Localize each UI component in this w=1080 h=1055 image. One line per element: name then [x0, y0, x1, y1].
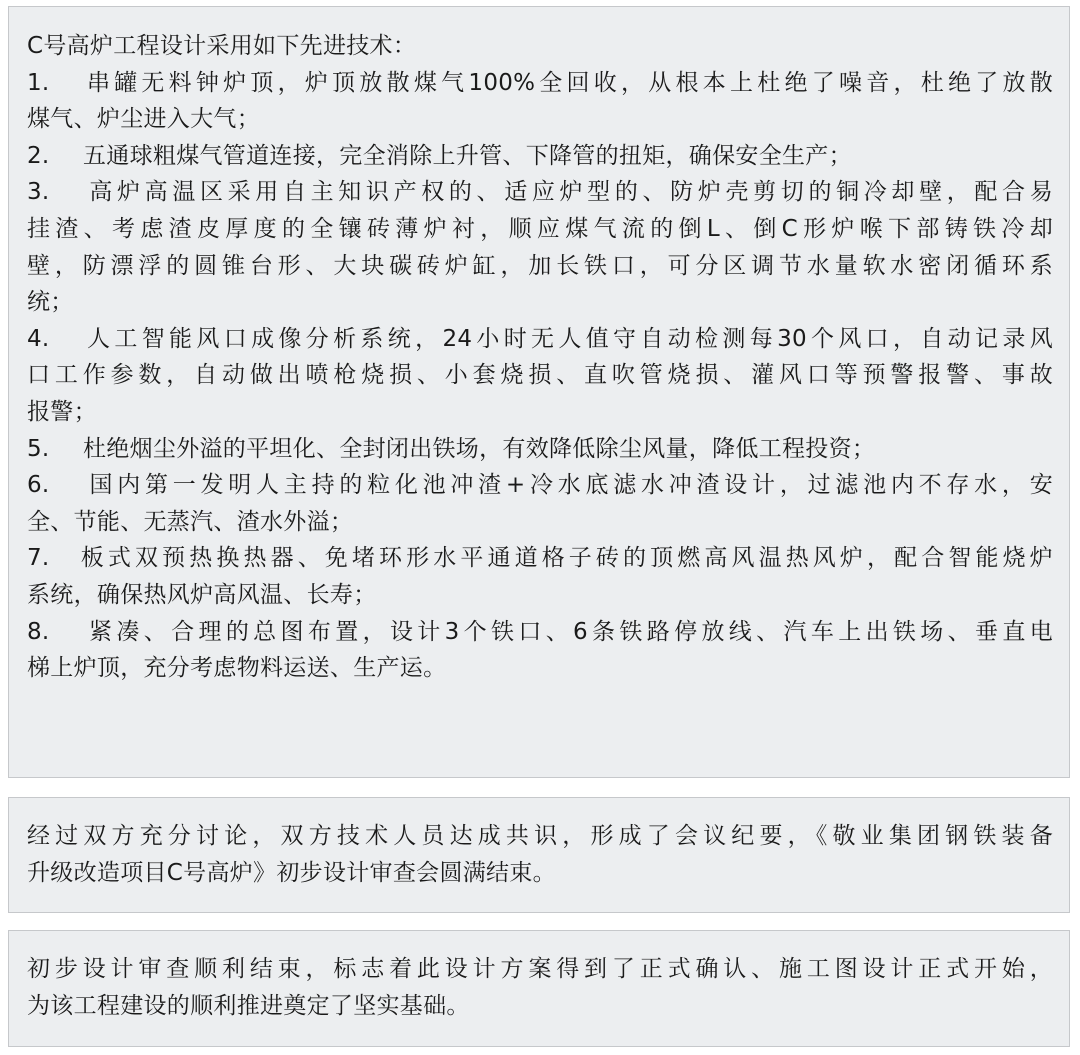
item-line: 全、节能、无蒸汽、渣水外溢； [27, 508, 354, 535]
list-item [27, 467, 1053, 540]
tech-list-title: C号高炉工程设计采用如下先进技术： [27, 33, 417, 59]
item-line: 煤气、炉尘进入大气； [27, 106, 260, 133]
list-item [27, 431, 1053, 468]
item-line: 口工作参数，自动做出喷枪烧损、小套烧损、直吹管烧损、灌风口等预警报警、事故 [27, 362, 1053, 389]
item-line: 5. 杜绝烟尘外溢的平坦化、全封闭出铁场，有效降低除尘风量，降低工程投资； [27, 431, 1053, 468]
item-line: 挂渣、考虑渣皮厚度的全镶砖薄炉衬，顺应煤气流的倒L、倒C形炉喉下部铸铁冷却 [27, 215, 1053, 242]
paragraph-line: 经过双方充分讨论，双方技术人员达成共识，形成了会议纪要，《敬业集团钢铁装备 [27, 823, 1053, 849]
item-number: 1. [27, 69, 50, 96]
list-item [27, 138, 1053, 175]
item-line: 梯上炉顶，充分考虑物料运送、生产运。 [27, 655, 447, 682]
item-number: 8. [27, 618, 50, 645]
review-conclusion-box [8, 797, 1070, 913]
item-line: 报警； [27, 398, 97, 425]
item-line: 8. 紧凑、合理的总图布置，设计3个铁口、6条铁路停放线、汽车上出铁场、垂直电 [27, 614, 1053, 651]
item-line: 4. 人工智能风口成像分析系统，24小时无人值守自动检测每30个风口，自动记录风 [27, 321, 1053, 358]
list-item [27, 614, 1053, 687]
list-item [27, 174, 1053, 320]
item-number: 2. [27, 142, 50, 169]
item-number: 6. [27, 472, 50, 499]
item-number: 5. [27, 435, 50, 462]
list-item [27, 321, 1053, 431]
tech-list-box [8, 6, 1070, 778]
item-number: 3. [27, 179, 50, 206]
item-line: 6. 国内第一发明人主持的粒化池冲渣+冷水底滤水冲渣设计，过滤池内不存水，安 [27, 467, 1053, 504]
paragraph-line: 初步设计审查顺利结束，标志着此设计方案得到了正式确认、施工图设计正式开始， [27, 956, 1053, 982]
item-line: 壁，防漂浮的圆锥台形、大块碳砖炉缸，加长铁口，可分区调节水量软水密闭循环系 [27, 252, 1053, 279]
item-line: 统； [27, 289, 74, 316]
item-number: 7. [27, 545, 50, 572]
list-item [27, 540, 1053, 613]
list-item [27, 65, 1053, 138]
item-line: 2. 五通球粗煤气管道连接，完全消除上升管、下降管的扭矩，确保安全生产； [27, 138, 1053, 175]
item-number: 4. [27, 325, 50, 352]
item-line: 1. 串罐无料钟炉顶，炉顶放散煤气100%全回收，从根本上杜绝了噪音，杜绝了放散 [27, 65, 1053, 102]
paragraph-line: 为该工程建设的顺利推进奠定了坚实基础。 [27, 992, 470, 1019]
paragraph-line: 升级改造项目C号高炉》初步设计审查会圆满结束。 [27, 859, 556, 886]
summary-box [8, 930, 1070, 1047]
item-line: 7. 板式双预热换热器、免堵环形水平通道格子砖的顶燃高风温热风炉，配合智能烧炉 [27, 540, 1053, 577]
item-line: 系统，确保热风炉高风温、长寿； [27, 581, 377, 608]
item-line: 3. 高炉高温区采用自主知识产权的、适应炉型的、防炉壳剪切的铜冷却壁，配合易 [27, 174, 1053, 211]
